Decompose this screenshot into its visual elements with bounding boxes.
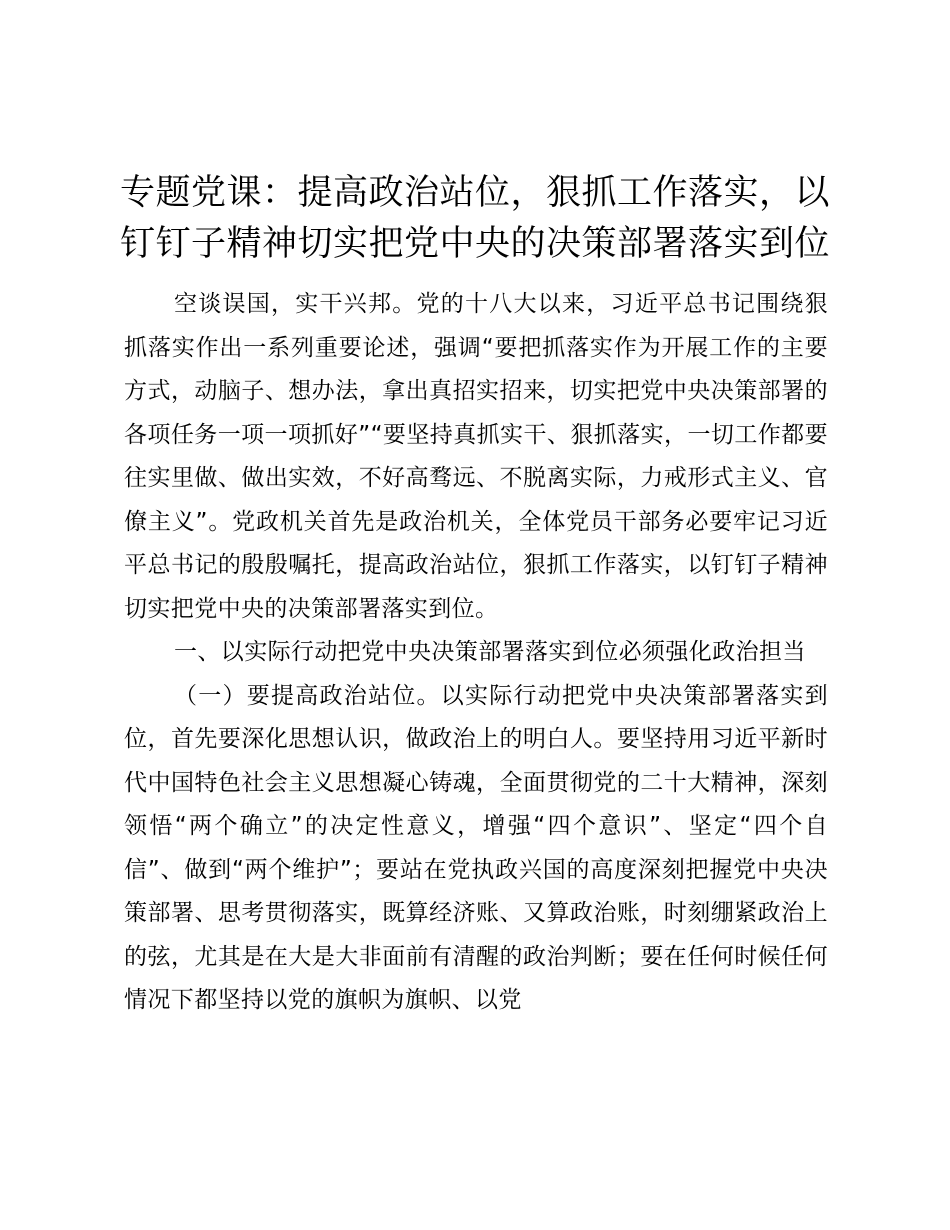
section-heading-1: 一、以实际行动把党中央决策部署落实到位必须强化政治担当 xyxy=(174,639,806,665)
document-body xyxy=(124,283,828,1023)
document-title: 专题党课：提高政治站位，狠抓工作落实，以钉钉子精神切实把党中央的决策部署落实到位 xyxy=(119,173,830,264)
intro-paragraph: 空谈误国，实干兴邦。党的十八大以来，习近平总书记围绕狠抓落实作出一系列重要论述，强调“要把抓落实作为开展工作的主要方式，动脑子、想办法，拿出真招实招来，切实把党中央决策部署的各项任务一项一项抓好”“要坚持真抓实干、狠抓落实，一切工作都要往实里做、做出实效，不好高骛远、不脱离实际，力戒形式主义、官僚主义”。党政机关首先是政治机关，全体党员干部务必要牢记习近平总书记的殷殷嘱托，提高政治站位，狠抓工作落实，以钉钉子精神切实把党中央的决策部署落实到位。 xyxy=(124,291,828,622)
subsection-paragraph-1: （一）要提高政治站位。以实际行动把党中央决策部署落实到位，首先要深化思想认识，做政治上的明白人。要坚持用习近平新时代中国特色社会主义思想凝心铸魂，全面贯彻党的二十大精神，深刻领悟“两个确立”的决定性意义，增强“四个意识”、坚定“四个自信”、做到“两个维护”；要站在党执政兴国的高度深刻把握党中央决策部署、思考贯彻落实，既算经济账、又算政治账，时刻绷紧政治上的弦，尤其是在大是大非面前有清醒的政治判断；要在任何时候任何情况下都坚持以党的旗帜为旗帜、以党 xyxy=(124,682,828,1013)
